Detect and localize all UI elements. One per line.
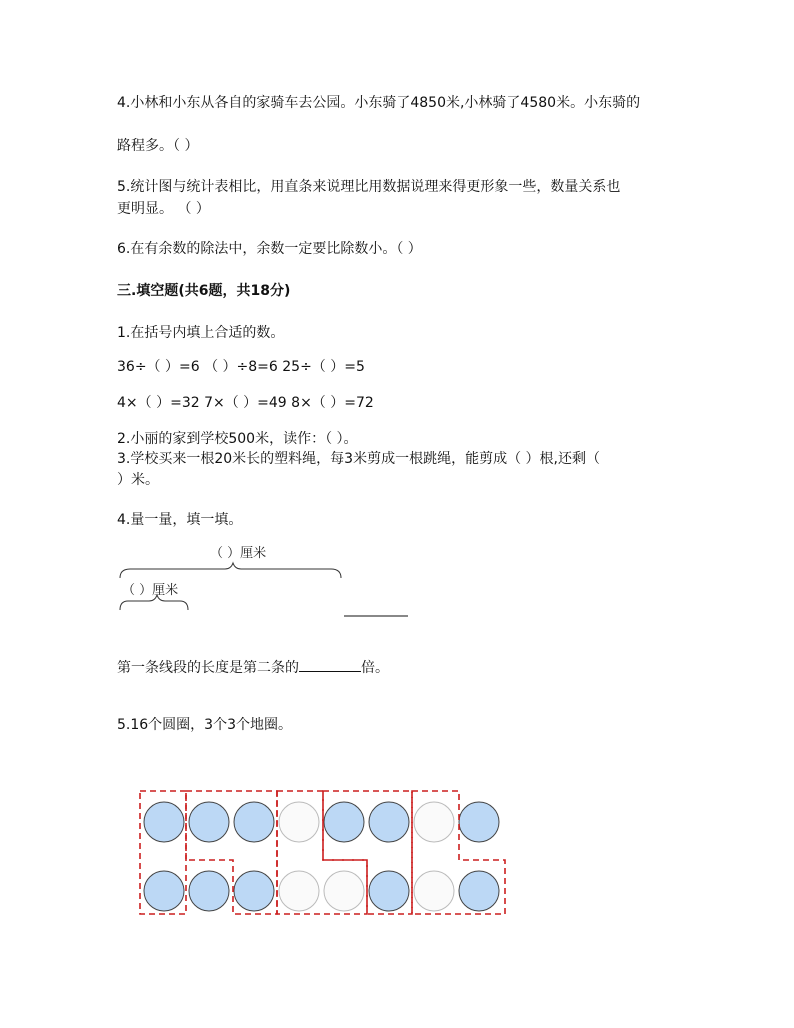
empty-circle xyxy=(279,871,319,911)
fill-q1-row2: 4×（ ）=32 7×（ ）=49 8×（ ）=72 xyxy=(117,395,374,411)
filled-circle xyxy=(144,871,184,911)
top-segment-label: （ ）厘米 xyxy=(210,546,267,561)
filled-circle xyxy=(369,802,409,842)
fill-q3-line2: ）米。 xyxy=(117,472,159,488)
judgment-q4-line2: 路程多。（ ） xyxy=(117,138,199,154)
bottom-segment-label: （ ）厘米 xyxy=(122,583,179,598)
empty-circle xyxy=(279,802,319,842)
answer-suffix: 倍。 xyxy=(361,660,389,676)
filled-circle xyxy=(324,802,364,842)
fill-q2: 2.小丽的家到学校500米，读作：（ ）。 xyxy=(117,431,358,447)
circles xyxy=(144,802,499,911)
fill-q5-title: 5.16个圆圈，3个3个地圈。 xyxy=(117,717,292,733)
filled-circle xyxy=(234,802,274,842)
section-title: 三.填空题(共6题，共18分) xyxy=(117,283,291,299)
empty-circle xyxy=(324,871,364,911)
filled-circle xyxy=(459,802,499,842)
filled-circle xyxy=(459,871,499,911)
judgment-q5-line2: 更明显。 （ ） xyxy=(117,201,210,217)
fill-q1-row1: 36÷（ ）=6 （ ）÷8=6 25÷（ ）=5 xyxy=(117,359,365,375)
empty-circle xyxy=(414,802,454,842)
judgment-q6: 6.在有余数的除法中，余数一定要比除数小。（ ） xyxy=(117,241,422,257)
judgment-q4-line1: 4.小林和小东从各自的家骑车去公园。小东骑了4850米,小林骑了4580米。小东骑的 xyxy=(117,95,641,111)
filled-circle xyxy=(189,871,229,911)
filled-circle xyxy=(189,802,229,842)
fill-q4-title: 4.量一量，填一填。 xyxy=(117,512,243,528)
empty-circle xyxy=(414,871,454,911)
fill-q3-line1: 3.学校买来一根20米长的塑料绳，每3米剪成一根跳绳，能剪成（ ）根,还剩（ xyxy=(117,451,600,467)
answer-prefix: 第一条线段的长度是第二条的 xyxy=(117,660,299,676)
filled-circle xyxy=(144,802,184,842)
judgment-q5-line1: 5.统计图与统计表相比，用直条来说理比用数据说理来得更形象一些，数量关系也 xyxy=(117,179,621,195)
filled-circle xyxy=(234,871,274,911)
fill-q1-title: 1.在括号内填上合适的数。 xyxy=(117,325,285,341)
filled-circle xyxy=(369,871,409,911)
